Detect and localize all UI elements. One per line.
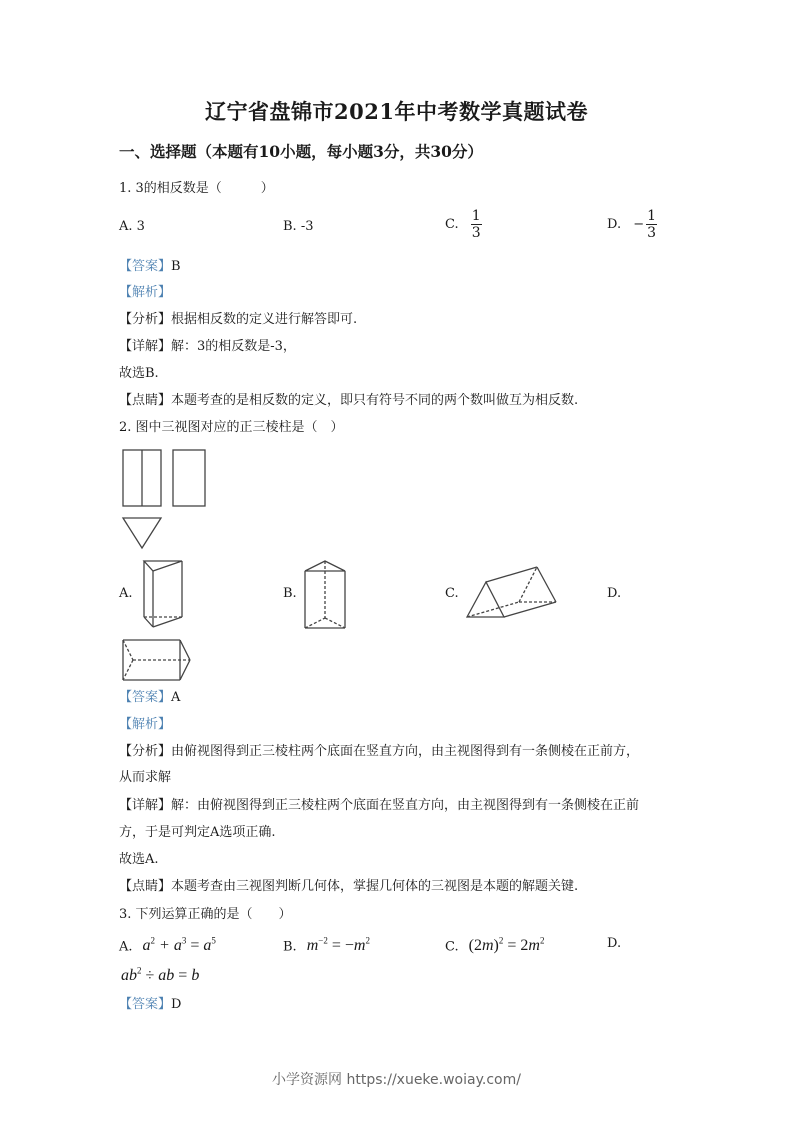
section-heading: 一、选择题（本题有10小题，每小题3分，共30分） — [119, 142, 483, 161]
q1-answer: 【答案】B — [119, 259, 181, 274]
q2-option-b: B. — [283, 586, 297, 601]
q3-option-d: D. — [607, 936, 622, 951]
page-title: 辽宁省盘锦市2021年中考数学真题试卷 — [205, 99, 588, 124]
q1-stem: 1. 3的相反数是（ ） — [119, 181, 274, 196]
fraction-neg-one-third: $\frac{1}{3}$ — [647, 208, 657, 241]
q3-option-a: A. $a^2 + a^3 = a^5$ — [119, 936, 216, 955]
q3-option-b: B. $m^{-2} = -m^2$ — [283, 936, 370, 955]
q2-stem: 2. 图中三视图对应的正三棱柱是（ ） — [119, 420, 344, 435]
q2-analysis-tag: 【解析】 — [119, 717, 172, 732]
q1-analysis-tag: 【解析】 — [119, 285, 172, 300]
q3-answer: 【答案】D — [119, 997, 182, 1012]
prism-c-figure — [462, 562, 562, 622]
q2-xiangjie-1: 【详解】解：由俯视图得到正三棱柱两个底面在竖直方向，由主视图得到有一条侧棱在正前 — [119, 798, 640, 813]
q3-option-c: C. $(2m)^2 = 2m^2$ — [445, 936, 545, 955]
q3-option-d-expression: $ab^2$ ÷ ab = b — [121, 966, 200, 985]
q2-option-a: A. — [119, 586, 133, 601]
q1-option-c: C. $\frac{1}{3}$ — [445, 208, 481, 241]
prism-b-figure — [300, 558, 350, 633]
q1-option-a: A. 3 — [119, 219, 145, 234]
q3-stem: 3. 下列运算正确的是（ ） — [119, 907, 292, 922]
q1-option-b: B. -3 — [283, 219, 314, 234]
three-view-figure — [110, 440, 230, 560]
q1-option-d: D. − $\frac{1}{3}$ — [607, 208, 657, 241]
prism-a-figure — [140, 558, 190, 633]
q1-guxuan: 故选B. — [119, 366, 159, 381]
q1-dianjing: 【点睛】本题考查的是相反数的定义，即只有符号不同的两个数叫做互为相反数. — [119, 393, 579, 408]
q2-dianjing: 【点睛】本题考查由三视图判断几何体，掌握几何体的三视图是本题的解题关键. — [119, 879, 579, 894]
q1-fenxi: 【分析】根据相反数的定义进行解答即可. — [119, 312, 358, 327]
q1-xiangjie: 【详解】解：3的相反数是-3， — [119, 339, 296, 354]
fraction-one-third: $\frac{1}{3}$ — [471, 208, 481, 241]
q2-answer: 【答案】A — [119, 690, 181, 705]
q2-fenxi-1: 【分析】由俯视图得到正三棱柱两个底面在竖直方向，由主视图得到有一条侧棱在正前方， — [119, 744, 640, 759]
q2-option-c: C. — [445, 586, 459, 601]
footer-watermark: 小学资源网 https://xueke.woiay.com/ — [272, 1072, 521, 1088]
q2-option-d: D. — [607, 586, 622, 601]
q2-xiangjie-2: 方，于是可判定A选项正确. — [119, 825, 276, 840]
q2-fenxi-2: 从而求解 — [119, 770, 172, 785]
prism-d-figure — [118, 636, 198, 686]
q2-guxuan: 故选A. — [119, 852, 159, 867]
